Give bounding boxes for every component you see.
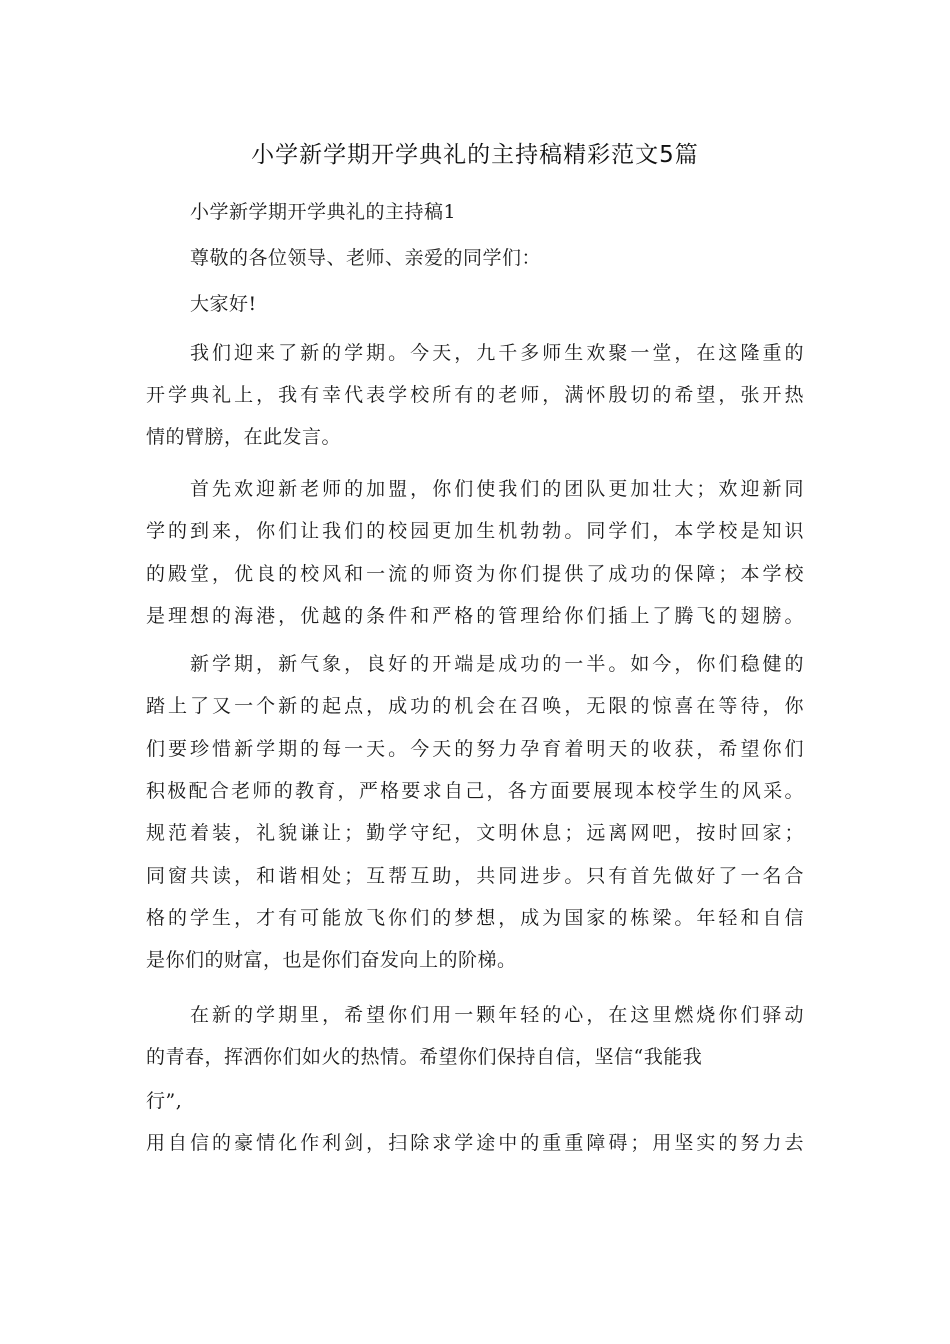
paragraph-line: 情的臂膀，在此发言。 — [146, 426, 342, 448]
section-heading: 小学新学期开学典礼的主持稿1 — [190, 201, 457, 223]
paragraph-line: 格的学生，才有可能放飞你们的梦想，成为国家的栋梁。年轻和自信 — [146, 907, 804, 929]
paragraph-line: 同窗共读，和谐相处；互帮互助，共同进步。只有首先做好了一名合 — [146, 865, 804, 887]
paragraph-line: 是理想的海港，优越的条件和严格的管理给你们插上了腾飞的翅膀。 — [146, 605, 804, 627]
paragraph-line: 行”, — [146, 1090, 183, 1112]
paragraph-line: 用自信的豪情化作利剑，扫除求学途中的重重障碍；用坚实的努力去 — [146, 1132, 804, 1154]
paragraph-line: 们要珍惜新学期的每一天。今天的努力孕育着明天的收获，希望你们 — [146, 738, 804, 760]
paragraph-line: 积极配合老师的教育，严格要求自己，各方面要展现本校学生的风采。 — [146, 780, 804, 802]
paragraph-line: 我们迎来了新的学期。今天，九千多师生欢聚一堂，在这隆重的 — [190, 342, 804, 364]
salutation-line: 尊敬的各位领导、老师、亲爱的同学们： — [190, 247, 542, 269]
paragraph-line: 新学期，新气象，良好的开端是成功的一半。如今，你们稳健的 — [190, 653, 804, 675]
paragraph-line: 是你们的财富，也是你们奋发向上的阶梯。 — [146, 949, 517, 971]
paragraph-line: 的殿堂，优良的校风和一流的师资为你们提供了成功的保障；本学校 — [146, 563, 804, 585]
paragraph-line: 开学典礼上，我有幸代表学校所有的老师，满怀殷切的希望，张开热 — [146, 384, 804, 406]
paragraph-line: 在新的学期里，希望你们用一颗年轻的心，在这里燃烧你们驿动 — [190, 1004, 804, 1026]
paragraph-line: 踏上了又一个新的起点，成功的机会在召唤，无限的惊喜在等待，你 — [146, 695, 804, 717]
paragraph-line: 学的到来，你们让我们的校园更加生机勃勃。同学们，本学校是知识 — [146, 520, 804, 542]
paragraph-line: 首先欢迎新老师的加盟，你们使我们的团队更加壮大；欢迎新同 — [190, 478, 804, 500]
document-title: 小学新学期开学典礼的主持稿精彩范文5篇 — [251, 142, 699, 168]
paragraph-line: 规范着装，礼貌谦让；勤学守纪，文明休息；远离网吧，按时回家； — [146, 822, 804, 844]
greeting-line: 大家好! — [190, 293, 257, 315]
paragraph-line: 的青春，挥洒你们如火的热情。希望你们保持自信，坚信“我能我 — [146, 1046, 703, 1068]
